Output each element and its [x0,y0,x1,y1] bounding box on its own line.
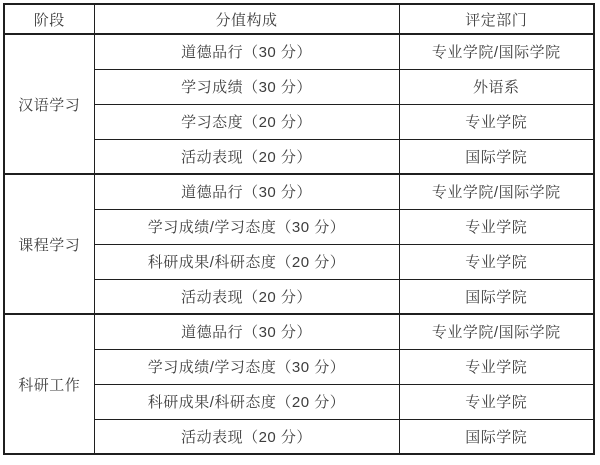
component-cell: 活动表现（20 分） [94,279,399,314]
evaluation-stages-table [3,3,595,455]
component-cell: 活动表现（20 分） [94,139,399,174]
table-header-row [4,4,594,34]
department-cell: 国际学院 [399,419,594,454]
column-header-evaluating-department: 评定部门 [399,4,594,34]
component-cell: 道德品行（30 分） [94,174,399,209]
component-cell: 学习成绩/学习态度（30 分） [94,209,399,244]
component-cell: 科研成果/科研态度（20 分） [94,384,399,419]
department-cell: 专业学院 [399,384,594,419]
table-row [4,174,594,209]
table-row [4,34,594,69]
column-header-score-composition: 分值构成 [94,4,399,34]
department-cell: 专业学院 [399,244,594,279]
component-cell: 学习成绩/学习态度（30 分） [94,349,399,384]
component-cell: 学习成绩（30 分） [94,69,399,104]
stage-cell-research-work: 科研工作 [4,314,94,454]
component-cell: 活动表现（20 分） [94,419,399,454]
column-header-stage: 阶段 [4,4,94,34]
table-row [4,314,594,349]
stage-cell-course-study: 课程学习 [4,174,94,314]
department-cell: 专业学院 [399,349,594,384]
department-cell: 国际学院 [399,279,594,314]
department-cell: 专业学院/国际学院 [399,34,594,69]
component-cell: 道德品行（30 分） [94,34,399,69]
department-cell: 专业学院 [399,209,594,244]
department-cell: 专业学院/国际学院 [399,314,594,349]
component-cell: 学习态度（20 分） [94,104,399,139]
stage-cell-chinese-study: 汉语学习 [4,34,94,174]
department-cell: 专业学院/国际学院 [399,174,594,209]
component-cell: 科研成果/科研态度（20 分） [94,244,399,279]
department-cell: 专业学院 [399,104,594,139]
department-cell: 外语系 [399,69,594,104]
component-cell: 道德品行（30 分） [94,314,399,349]
department-cell: 国际学院 [399,139,594,174]
